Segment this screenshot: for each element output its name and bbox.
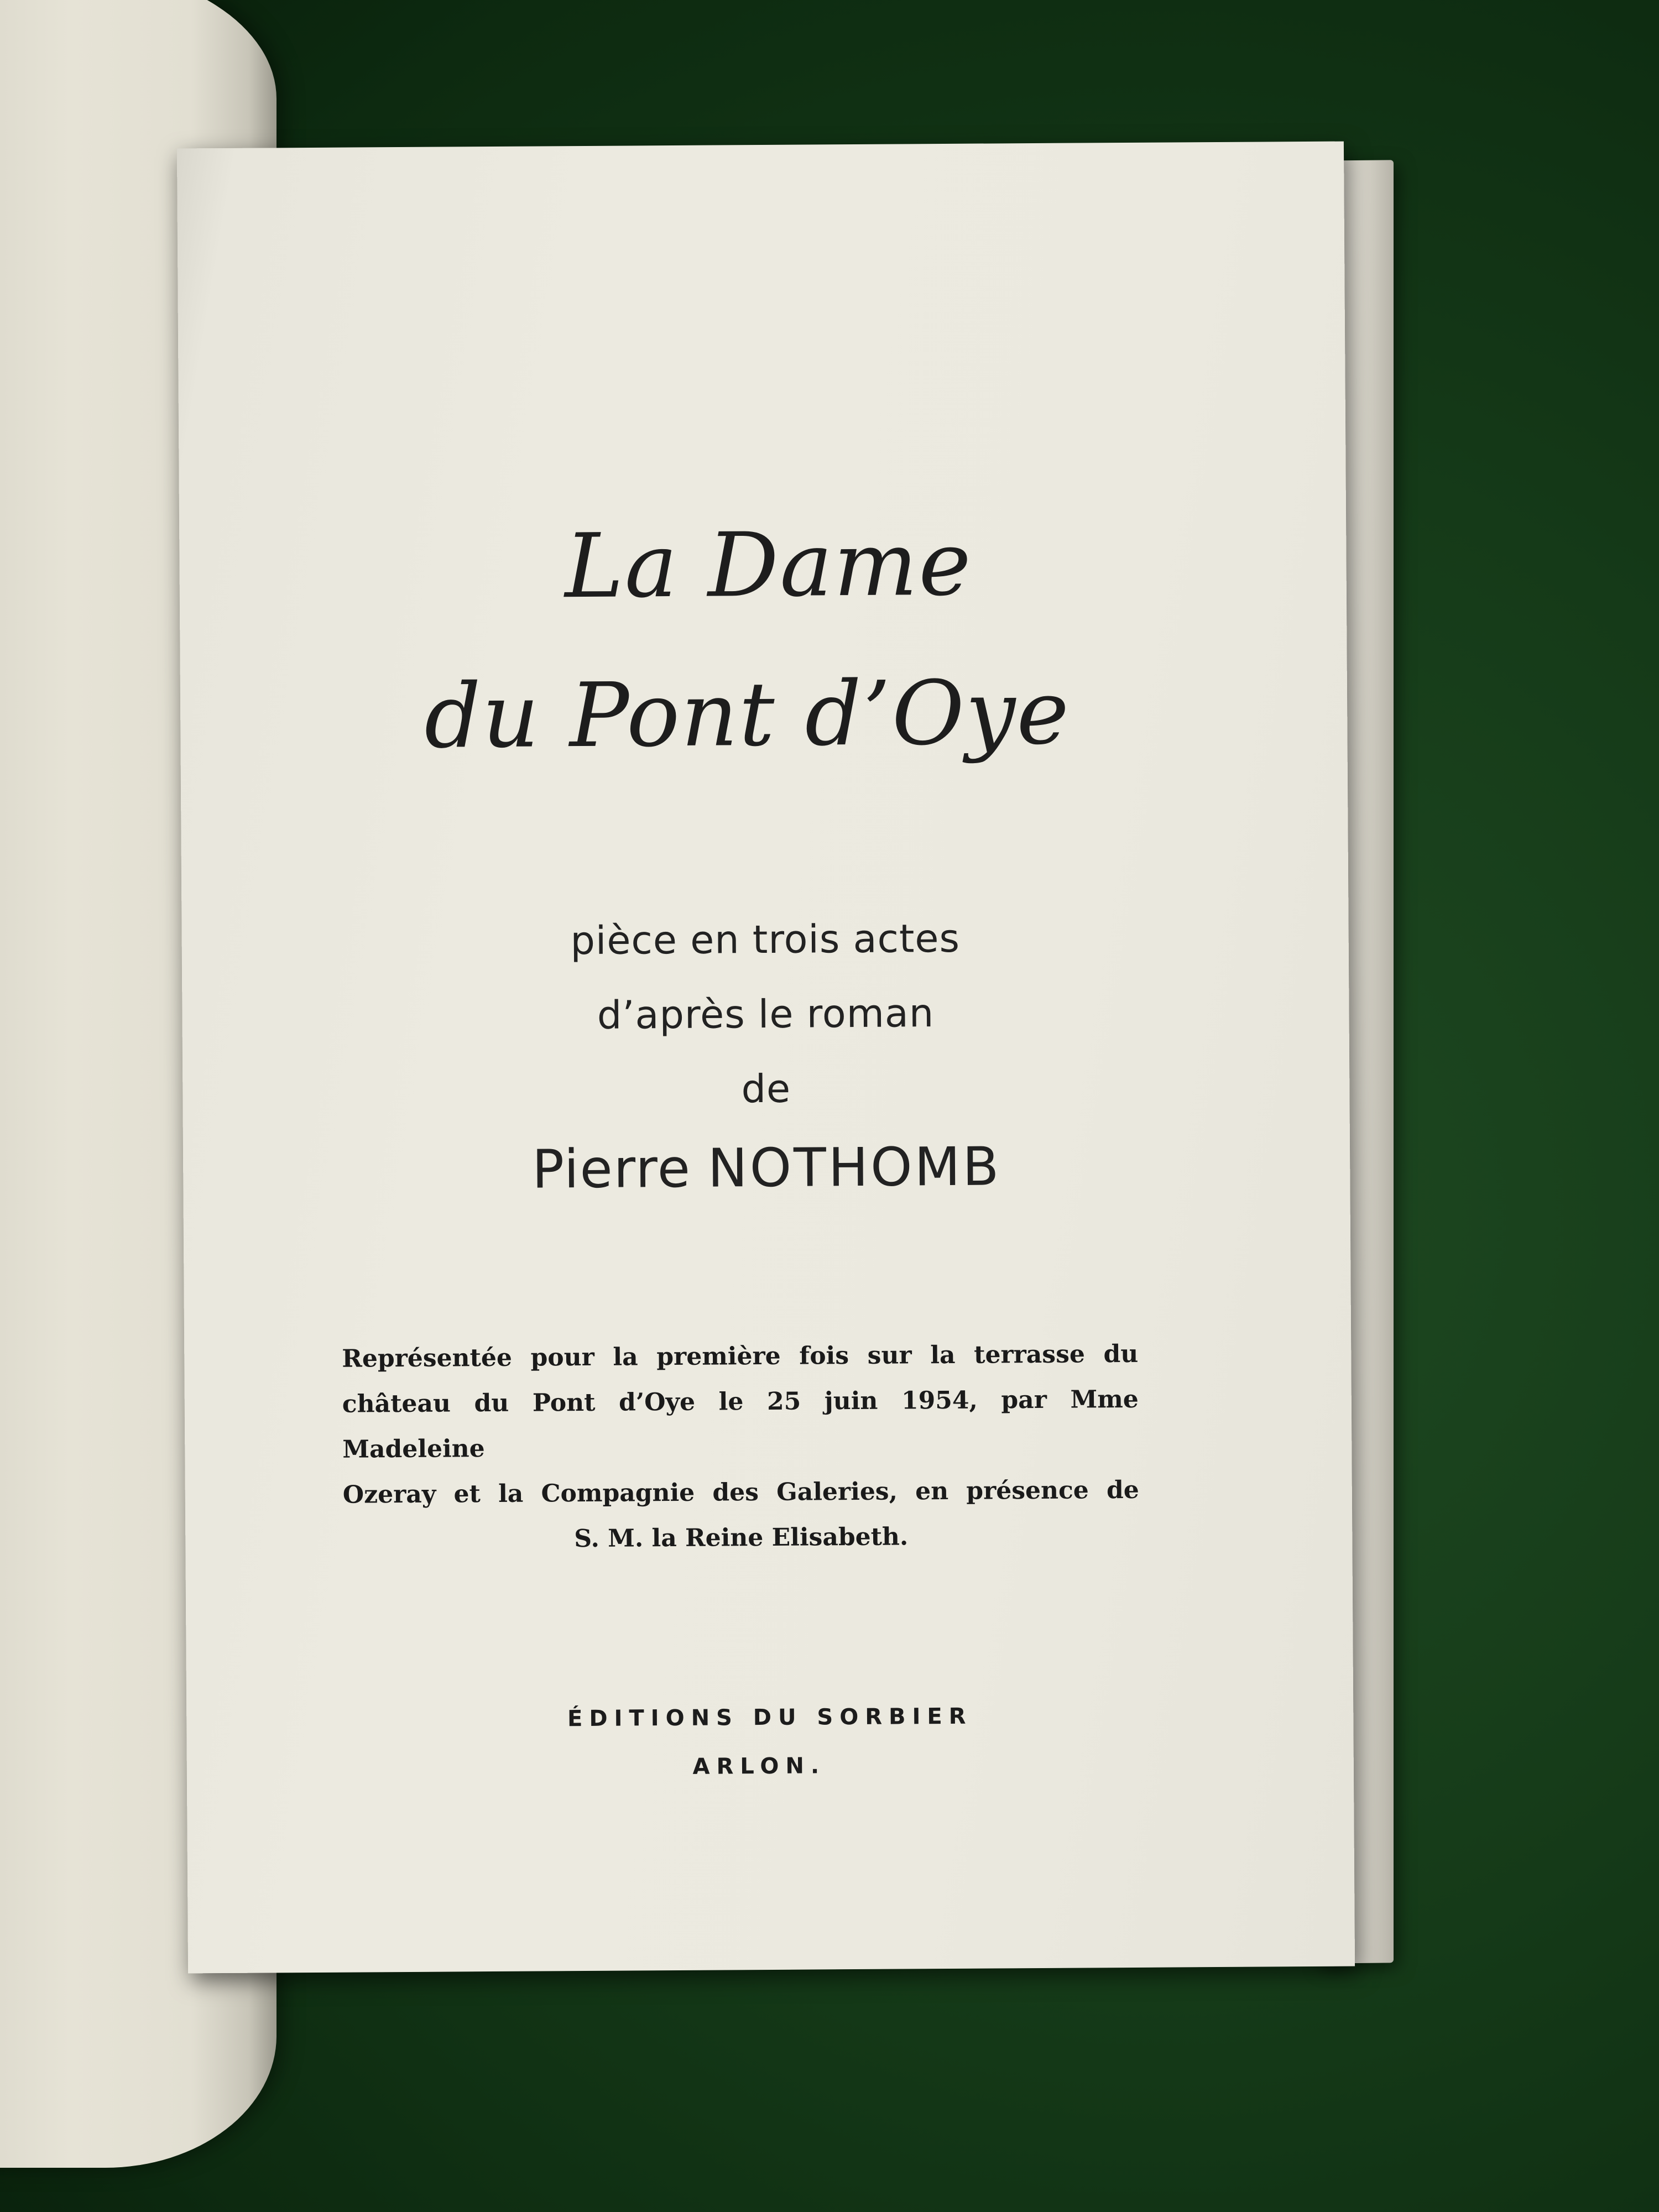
book-title <box>179 512 1348 768</box>
title-line-1: La Dame <box>564 512 973 618</box>
performance-note <box>342 1332 1139 1563</box>
note-line: Ozeray et la Compagnie des Galeries, en présence de <box>342 1475 1139 1509</box>
author-name <box>183 1129 1350 1208</box>
note-line: château du Pont d’Oye le 25 juin 1954, par Mme Madeleine <box>342 1385 1139 1464</box>
publisher-block <box>186 1690 1354 1794</box>
subtitle-line: de <box>741 1066 791 1112</box>
note-line: Représentée pour la première fois sur la terrasse du <box>342 1339 1139 1373</box>
publisher-name: ÉDITIONS DU SORBIER <box>567 1703 973 1732</box>
subtitle-line: d’après le roman <box>597 990 935 1038</box>
author-first-name: Pierre <box>531 1137 692 1201</box>
title-line-2: du Pont d’Oye <box>424 660 1071 768</box>
subtitle-line: pièce en trois actes <box>570 915 961 964</box>
note-line: S. M. la Reine Elisabeth. <box>574 1522 909 1553</box>
publisher-city: ARLON. <box>692 1753 826 1780</box>
author-last-name: NOTHOMB <box>707 1135 1001 1199</box>
title-page <box>177 142 1355 1974</box>
subtitle-block <box>181 899 1350 1208</box>
